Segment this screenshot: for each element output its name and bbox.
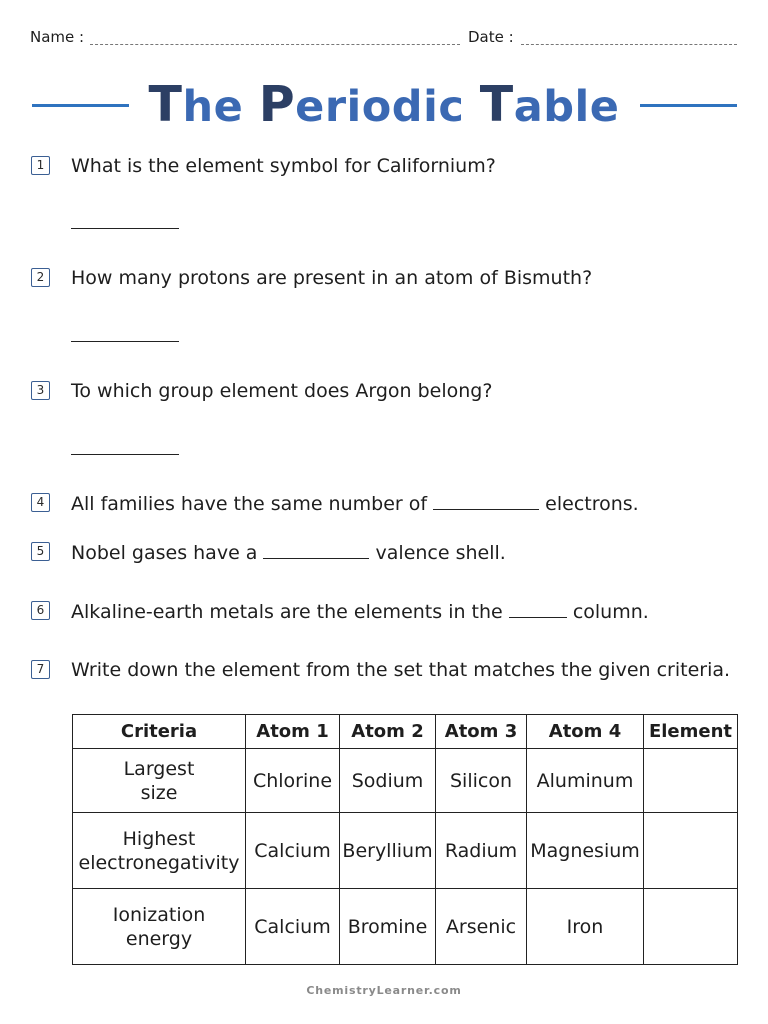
atom-cell: Aluminum [527, 749, 644, 813]
column-header: Atom 2 [340, 715, 436, 749]
element-answer-cell[interactable] [644, 889, 738, 965]
answer-line-2[interactable] [71, 341, 179, 342]
name-field[interactable] [90, 44, 460, 45]
criteria-line: Highest [122, 827, 196, 850]
question-text: To which group element does Argon belong? [71, 380, 493, 402]
fill-blank[interactable] [509, 599, 567, 618]
column-header: Element [644, 715, 738, 749]
atom-cell: Bromine [340, 889, 436, 965]
question-text [71, 599, 649, 624]
question-text: How many protons are present in an atom of Bismuth? [71, 267, 593, 289]
question-text-after: valence shell. [375, 542, 506, 564]
question-number: 6 [31, 601, 50, 620]
question-number: 5 [31, 542, 50, 561]
answer-line-3[interactable] [71, 454, 179, 455]
column-header: Atom 4 [527, 715, 644, 749]
atom-cell: Iron [527, 889, 644, 965]
criteria-cell [73, 749, 246, 813]
column-header: Atom 3 [436, 715, 527, 749]
question-number: 2 [31, 268, 50, 287]
element-answer-cell[interactable] [644, 749, 738, 813]
criteria-line: Ionization [112, 903, 206, 926]
question-text [71, 491, 639, 516]
date-label: Date : [468, 28, 514, 46]
title-part: P [258, 76, 296, 133]
criteria-line: electronegativity [78, 851, 240, 874]
question-text [71, 540, 506, 565]
criteria-line: Largest [123, 757, 195, 780]
question-number: 1 [31, 156, 50, 175]
criteria-cell [73, 813, 246, 889]
table-row [73, 889, 738, 965]
question-text-after: electrons. [545, 493, 639, 515]
title-part: T [479, 76, 514, 133]
criteria-line: size [140, 781, 178, 804]
atom-cell: Sodium [340, 749, 436, 813]
name-label: Name : [30, 28, 85, 46]
question-number: 4 [31, 493, 50, 512]
title-part: eriodic [295, 82, 480, 132]
atom-cell: Chlorine [246, 749, 340, 813]
question-text-before: Alkaline-earth metals are the elements in the [71, 601, 503, 623]
title-part: he [182, 82, 259, 132]
date-field[interactable] [521, 44, 737, 45]
question-number: 3 [31, 381, 50, 400]
title-part: able [513, 82, 620, 132]
question-text-after: column. [572, 601, 649, 623]
question-text-before: Nobel gases have a [71, 542, 258, 564]
question-number: 7 [31, 660, 50, 679]
atom-cell: Radium [436, 813, 527, 889]
atom-cell: Silicon [436, 749, 527, 813]
atom-cell: Magnesium [527, 813, 644, 889]
criteria-table [72, 714, 738, 965]
question-text: What is the element symbol for Californium? [71, 155, 496, 177]
criteria-cell [73, 889, 246, 965]
fill-blank[interactable] [433, 491, 539, 510]
question-text-before: All families have the same number of [71, 493, 428, 515]
fill-blank[interactable] [263, 540, 369, 559]
answer-line-1[interactable] [71, 228, 179, 229]
criteria-line: energy [125, 927, 193, 950]
title-rule-right [640, 104, 737, 107]
footer-credit: ChemistryLearner.com [306, 984, 462, 997]
table-row [73, 813, 738, 889]
title-part: T [148, 76, 183, 133]
title-row [0, 76, 768, 134]
atom-cell: Beryllium [340, 813, 436, 889]
element-answer-cell[interactable] [644, 813, 738, 889]
atom-cell: Calcium [246, 813, 340, 889]
question-text: Write down the element from the set that matches the given criteria. [71, 659, 731, 681]
table-row [73, 749, 738, 813]
atom-cell: Calcium [246, 889, 340, 965]
worksheet-header [30, 26, 738, 50]
column-header: Atom 1 [246, 715, 340, 749]
atom-cell: Arsenic [436, 889, 527, 965]
column-header: Criteria [73, 715, 246, 749]
table-header-row [73, 715, 738, 749]
